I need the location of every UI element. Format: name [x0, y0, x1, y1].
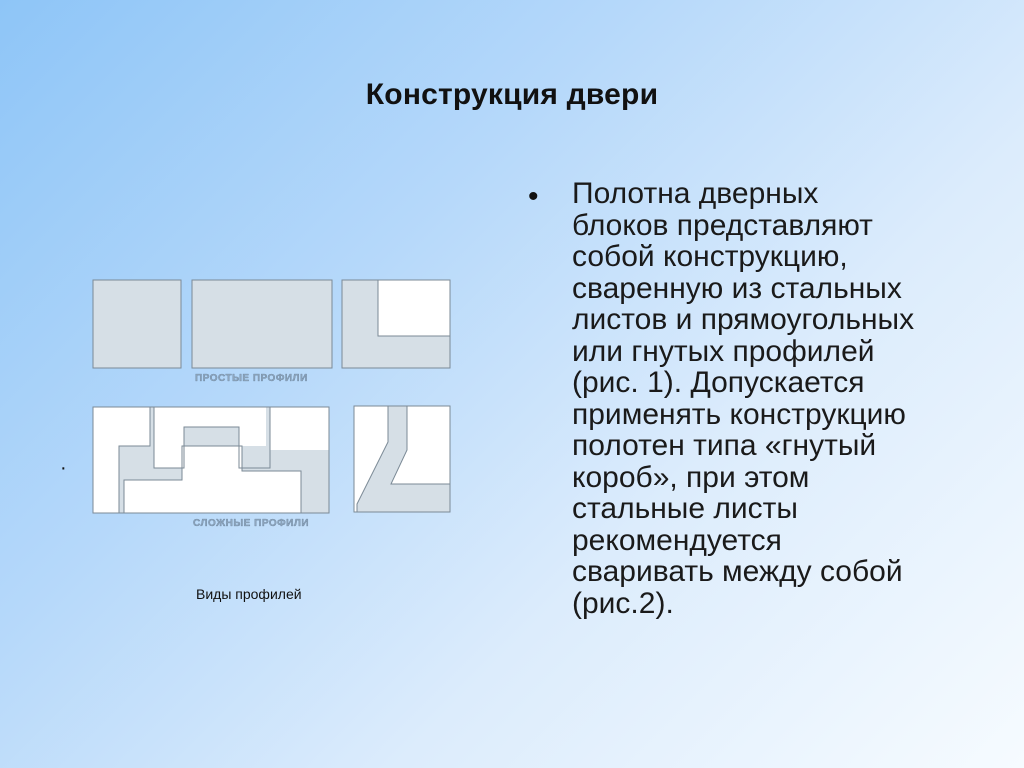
simple-profile-2 — [192, 280, 332, 368]
stray-dot: · — [60, 457, 67, 479]
complex-profile-2-bent — [354, 406, 450, 512]
complex-profile-1 — [93, 407, 329, 513]
simple-profiles-label: ПРОСТЫЕ ПРОФИЛИ — [195, 373, 308, 384]
bullet-text: Полотна дверных блоков представляют собой конструкцию, сваренную из стальных листов и прямоугольных или гнутых профилей (рис. 1). Допускается применять конструкцию полотен типа «гнутый короб», при этом стальные листы рекомендуется сваривать между собой (рис.2). — [572, 177, 915, 620]
figure-caption: Виды профилей — [196, 586, 302, 602]
profiles-diagram — [92, 278, 452, 528]
profiles-figure — [92, 278, 452, 528]
slide-title: Конструкция двери — [365, 78, 659, 111]
bullet-marker: • — [528, 180, 539, 213]
complex-profiles-label: СЛОЖНЫЕ ПРОФИЛИ — [193, 518, 310, 528]
simple-profile-3-angle — [342, 280, 450, 368]
simple-profile-1 — [93, 280, 181, 368]
